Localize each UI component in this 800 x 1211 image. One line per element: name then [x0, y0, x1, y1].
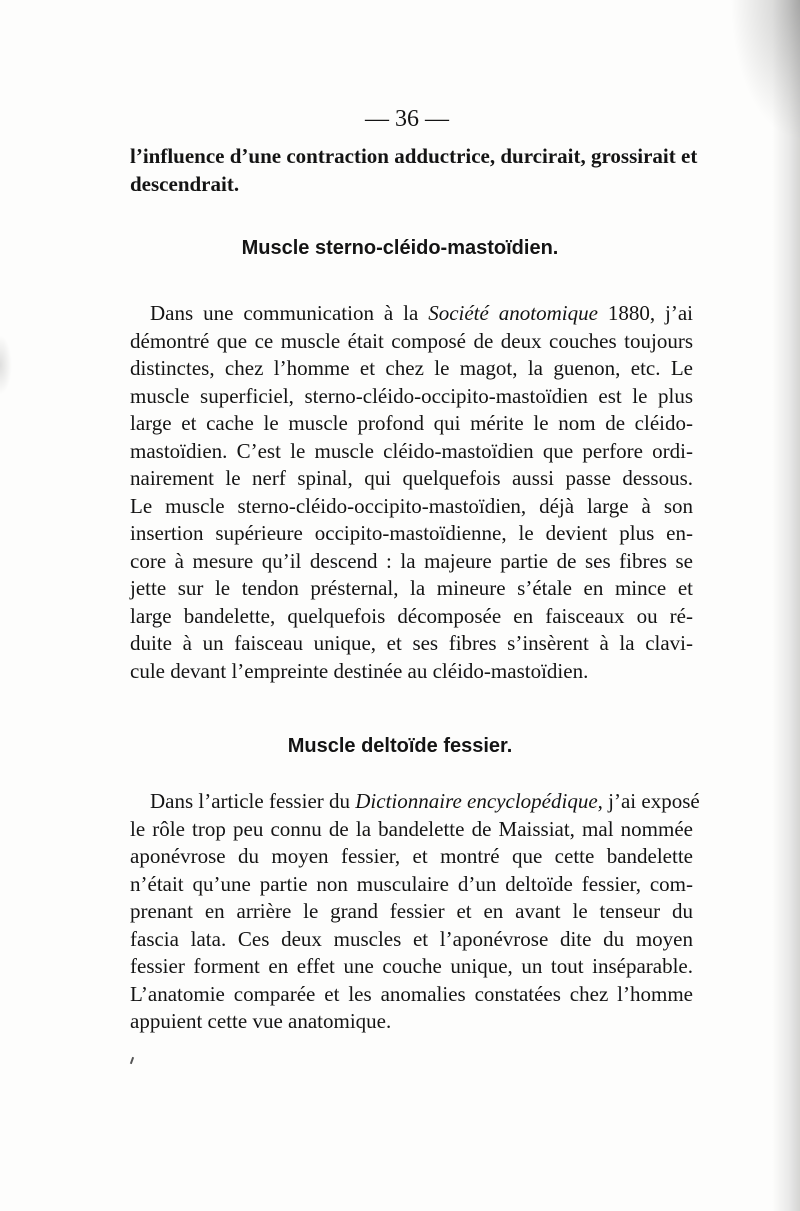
- paragraph-line: prenant en arrière le grand fessier et en avant le tenseur du: [130, 899, 693, 923]
- paragraph-line: jette sur le tendon présternal, la mineure s’étale en mince et: [130, 576, 693, 600]
- paragraph-line: démontré que ce muscle était composé de deux couches toujours: [130, 328, 693, 353]
- paragraph-line: [130, 300, 693, 328]
- text-run: Dans l’article fessier du: [150, 789, 356, 813]
- page-number: — 36 —: [365, 106, 449, 132]
- paragraph-line: appuient cette vue anatomique.: [130, 1009, 392, 1033]
- paragraph-line: [130, 788, 700, 816]
- paragraph-line: duite à un faisceau unique, et ses fibres s’insèrent à la clavi-: [130, 631, 693, 655]
- intro-paragraph: [130, 143, 698, 198]
- page-edge-shadow: [772, 0, 800, 1211]
- paragraph-line: n’était qu’une partie non musculaire d’un deltoïde fessier, com-: [130, 871, 693, 896]
- paragraph-line: aponévrose du moyen fessier, et montré que cette bandelette: [130, 844, 693, 868]
- stray-ink-mark: [130, 1057, 134, 1064]
- section-heading-sterno: Muscle sterno-cléido-mastoïdien.: [241, 237, 559, 259]
- paragraph-line: fascia lata. Ces deux muscles et l’aponévrose dite du moyen: [130, 926, 693, 951]
- text-run: , j’ai exposé: [597, 789, 700, 813]
- paragraph-line: distinctes, chez l’homme et chez le magot, la guenon, etc. Le: [130, 356, 693, 380]
- text-run: Dans une communication à la: [150, 301, 429, 325]
- intro-line: l’influence d’une contraction adductrice, durcirait, grossirait et: [130, 144, 698, 168]
- paragraph-sterno: [130, 300, 693, 685]
- paragraph-line: le rôle trop peu connu de la bandelette de Maissiat, mal nommée: [130, 816, 693, 841]
- section-heading-deltoide: Muscle deltoïde fessier.: [287, 735, 513, 757]
- paragraph-line: core à mesure qu’il descend : la majeure partie de ses fibres se: [130, 548, 693, 573]
- paragraph-line: muscle superficiel, sterno-cléido-occipito-mastoïdien est le plus: [130, 383, 693, 408]
- paragraph-line: cule devant l’empreinte destinée au cléido-mastoïdien.: [130, 658, 589, 683]
- paragraph-line: L’anatomie comparée et les anomalies constatées chez l’homme: [130, 981, 693, 1006]
- text-run: 1880, j’ai: [597, 301, 693, 325]
- intro-line: descendrait.: [130, 171, 240, 196]
- paragraph-line: mastoïdien. C’est le muscle cléido-mastoïdien que perfore ordi-: [130, 438, 693, 463]
- paragraph-line: insertion supérieure occipito-mastoïdienne, le devient plus en-: [130, 521, 693, 545]
- journal-title: Société anotomique: [428, 301, 598, 325]
- paragraph-line: nairement le nerf spinal, qui quelquefois aussi passe dessous.: [130, 466, 693, 490]
- paragraph-deltoide: [130, 788, 700, 1036]
- paragraph-line: large et cache le muscle profond qui mérite le nom de cléido-: [130, 411, 693, 435]
- paragraph-line: fessier forment en effet une couche unique, un tout inséparable.: [130, 954, 693, 978]
- paragraph-line: Le muscle sterno-cléido-occipito-mastoïdien, déjà large à son: [130, 493, 693, 518]
- page-stain: [0, 335, 12, 395]
- dictionary-title: Dictionnaire encyclopédique: [355, 789, 598, 813]
- paragraph-line: large bandelette, quelquefois décomposée en faisceaux ou ré-: [130, 603, 693, 628]
